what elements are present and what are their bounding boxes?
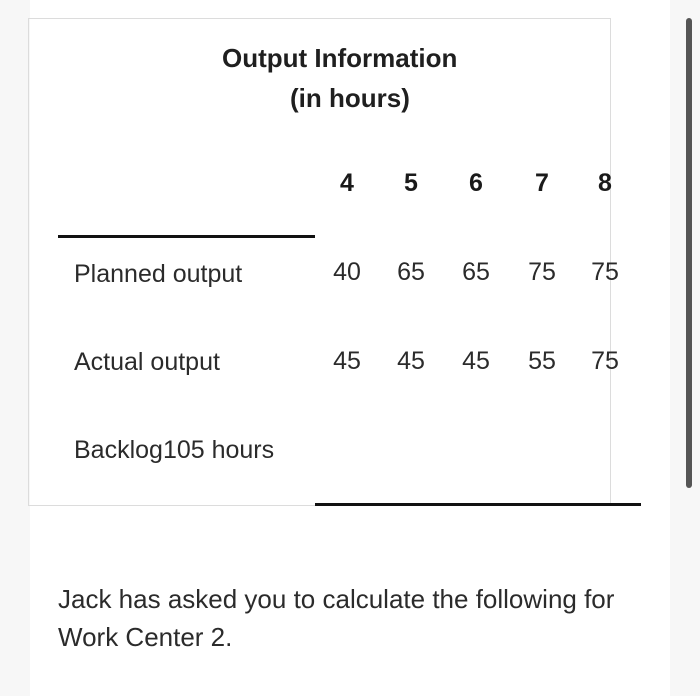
period-header: 7 — [535, 169, 549, 197]
scrollbar[interactable] — [686, 18, 692, 488]
planned-value: 65 — [462, 258, 490, 286]
planned-value: 40 — [333, 258, 361, 286]
period-header: 4 — [340, 169, 354, 197]
instruction-paragraph: Jack has asked you to calculate the following for Work Center 2. — [58, 584, 615, 652]
header-underline — [58, 235, 315, 238]
row-label-planned: Planned output — [74, 260, 243, 288]
period-header: 6 — [469, 169, 483, 197]
actual-value: 45 — [333, 347, 361, 375]
backlog-label: Backlog105 hours — [74, 436, 275, 464]
actual-value: 55 — [528, 347, 556, 375]
table-title — [30, 38, 614, 118]
actual-value: 45 — [397, 347, 425, 375]
backlog-underline — [315, 503, 641, 506]
actual-value: 75 — [591, 347, 619, 375]
planned-value: 65 — [397, 258, 425, 286]
title-line-2: (in hours) — [290, 83, 410, 113]
actual-value: 45 — [462, 347, 490, 375]
period-header: 5 — [404, 169, 418, 197]
planned-value: 75 — [591, 258, 619, 286]
period-header: 8 — [598, 169, 612, 197]
title-line-1: Output Information — [222, 43, 458, 73]
row-label-actual: Actual output — [74, 348, 220, 376]
planned-value: 75 — [528, 258, 556, 286]
